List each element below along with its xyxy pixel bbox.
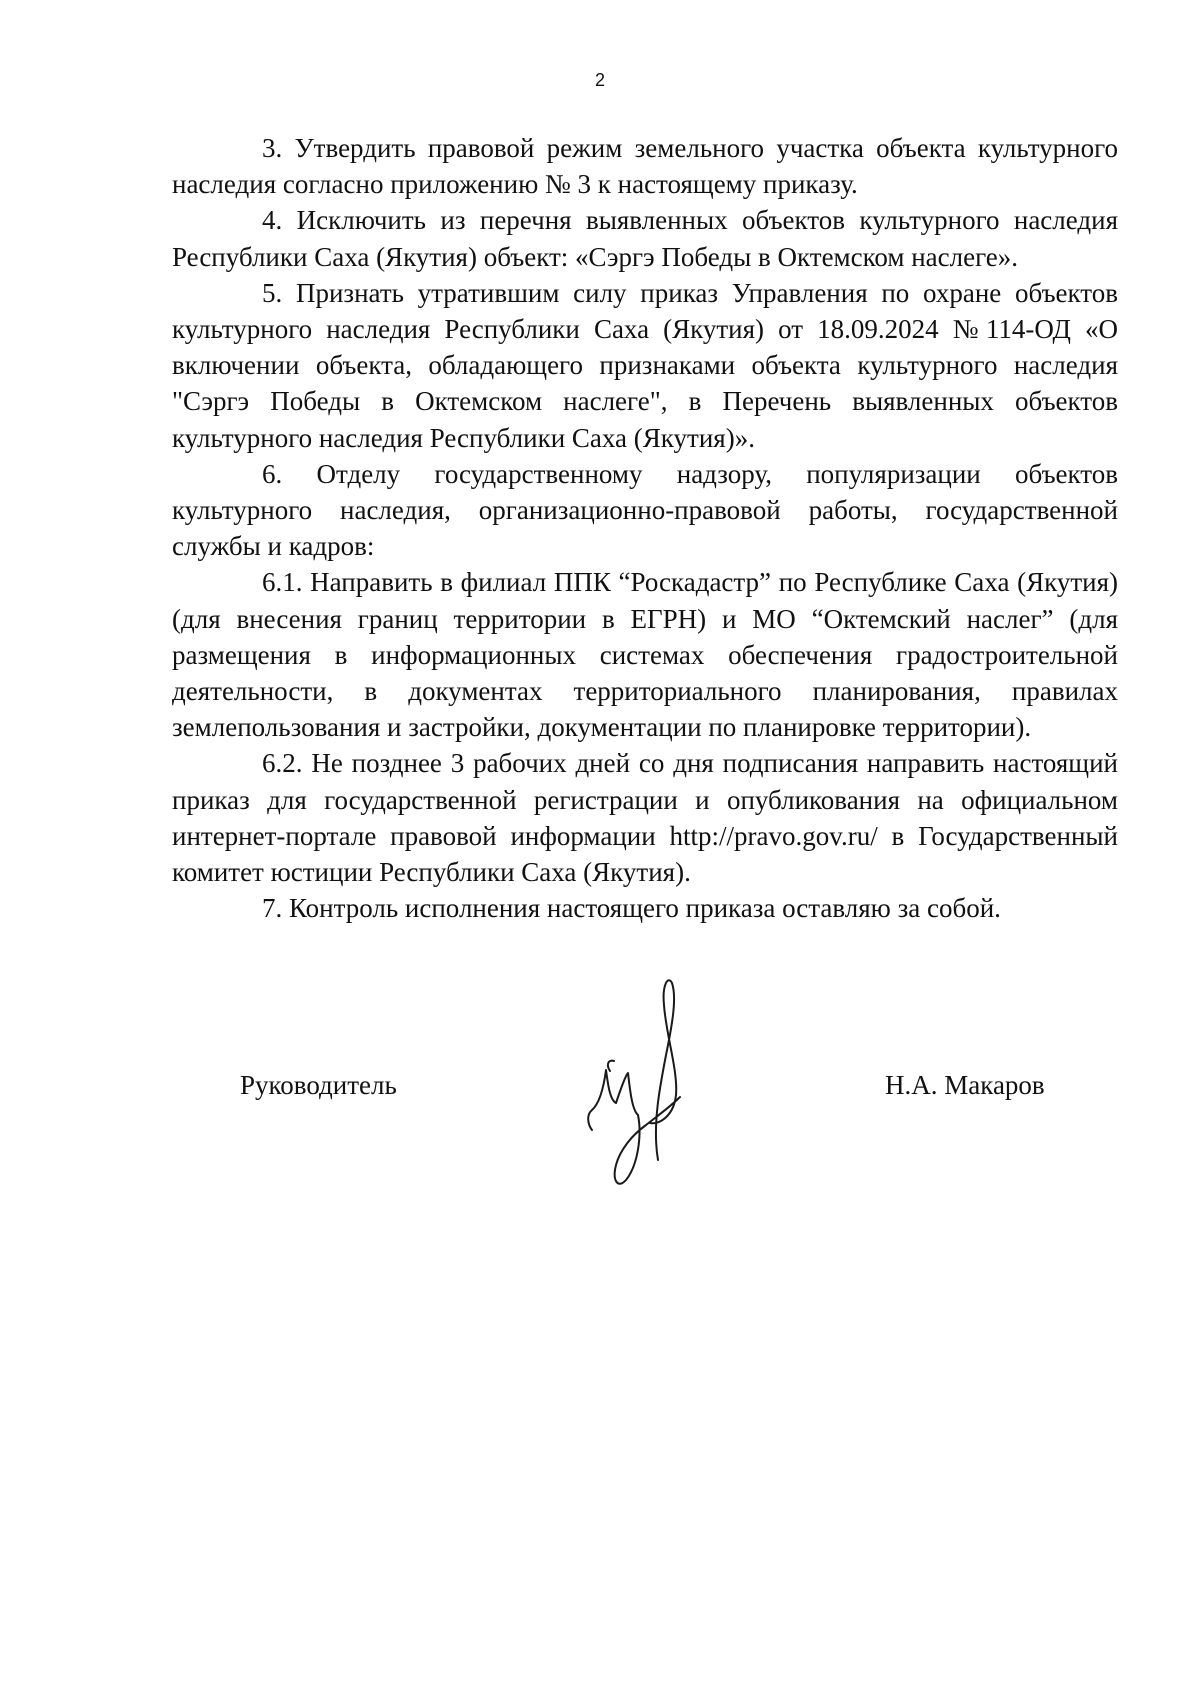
paragraph-6: 6. Отделу государственному надзору, популяризации объектов культурного наследия, организационно-правовой работы, государственной службы и кадров: (172, 458, 1118, 562)
paragraph-5: 5. Признать утратившим силу приказ Управления по охране объектов культурного наследия Республики Саха (Якутия) от 18.09.2024 №114-ОД «О включении объекта, обладающего признаками объекта культурного наследия "Сэргэ Победы в Октемском наслеге", в Перечень выявленных объектов культурного наследия Республики Саха (Якутия)». (172, 277, 1118, 453)
paragraph-3: 3. Утвердить правовой режим земельного участка объекта культурного наследия согласно приложению № 3 к настоящему приказу. (172, 133, 1118, 200)
paragraph-4: 4. Исключить из перечня выявленных объектов культурного наследия Республики Саха (Якутия) объект: «Сэргэ Победы в Октемском наслеге». (172, 205, 1118, 272)
handwritten-signature (580, 975, 720, 1195)
signatory-name: Н.А. Макаров (885, 1070, 1045, 1100)
signatory-title: Руководитель (240, 1070, 397, 1100)
paragraph-6-1: 6.1. Направить в филиал ППК “Роскадастр” по Республике Саха (Якутия) (для внесения границ территории в ЕГРН) и МО “Октемский наслег” (для размещения в информационных системах обеспечения градостроительной деятельности, в документах территориального планирования, правилах землепользования и застройки, документации по планировке территории). (172, 567, 1118, 743)
document-body (172, 130, 1118, 926)
paragraph-7: 7. Контроль исполнения настоящего приказа оставляю за собой. (262, 893, 1001, 924)
page-number: 2 (594, 70, 605, 90)
paragraph-6-2: 6.2. Не позднее 3 рабочих дней со дня подписания направить настоящий приказ для государственной регистрации и опубликования на официальном интернет-портале правовой информации http://pravo.gov.ru/ в Государственный комитет юстиции Республики Саха (Якутия). (172, 748, 1118, 888)
